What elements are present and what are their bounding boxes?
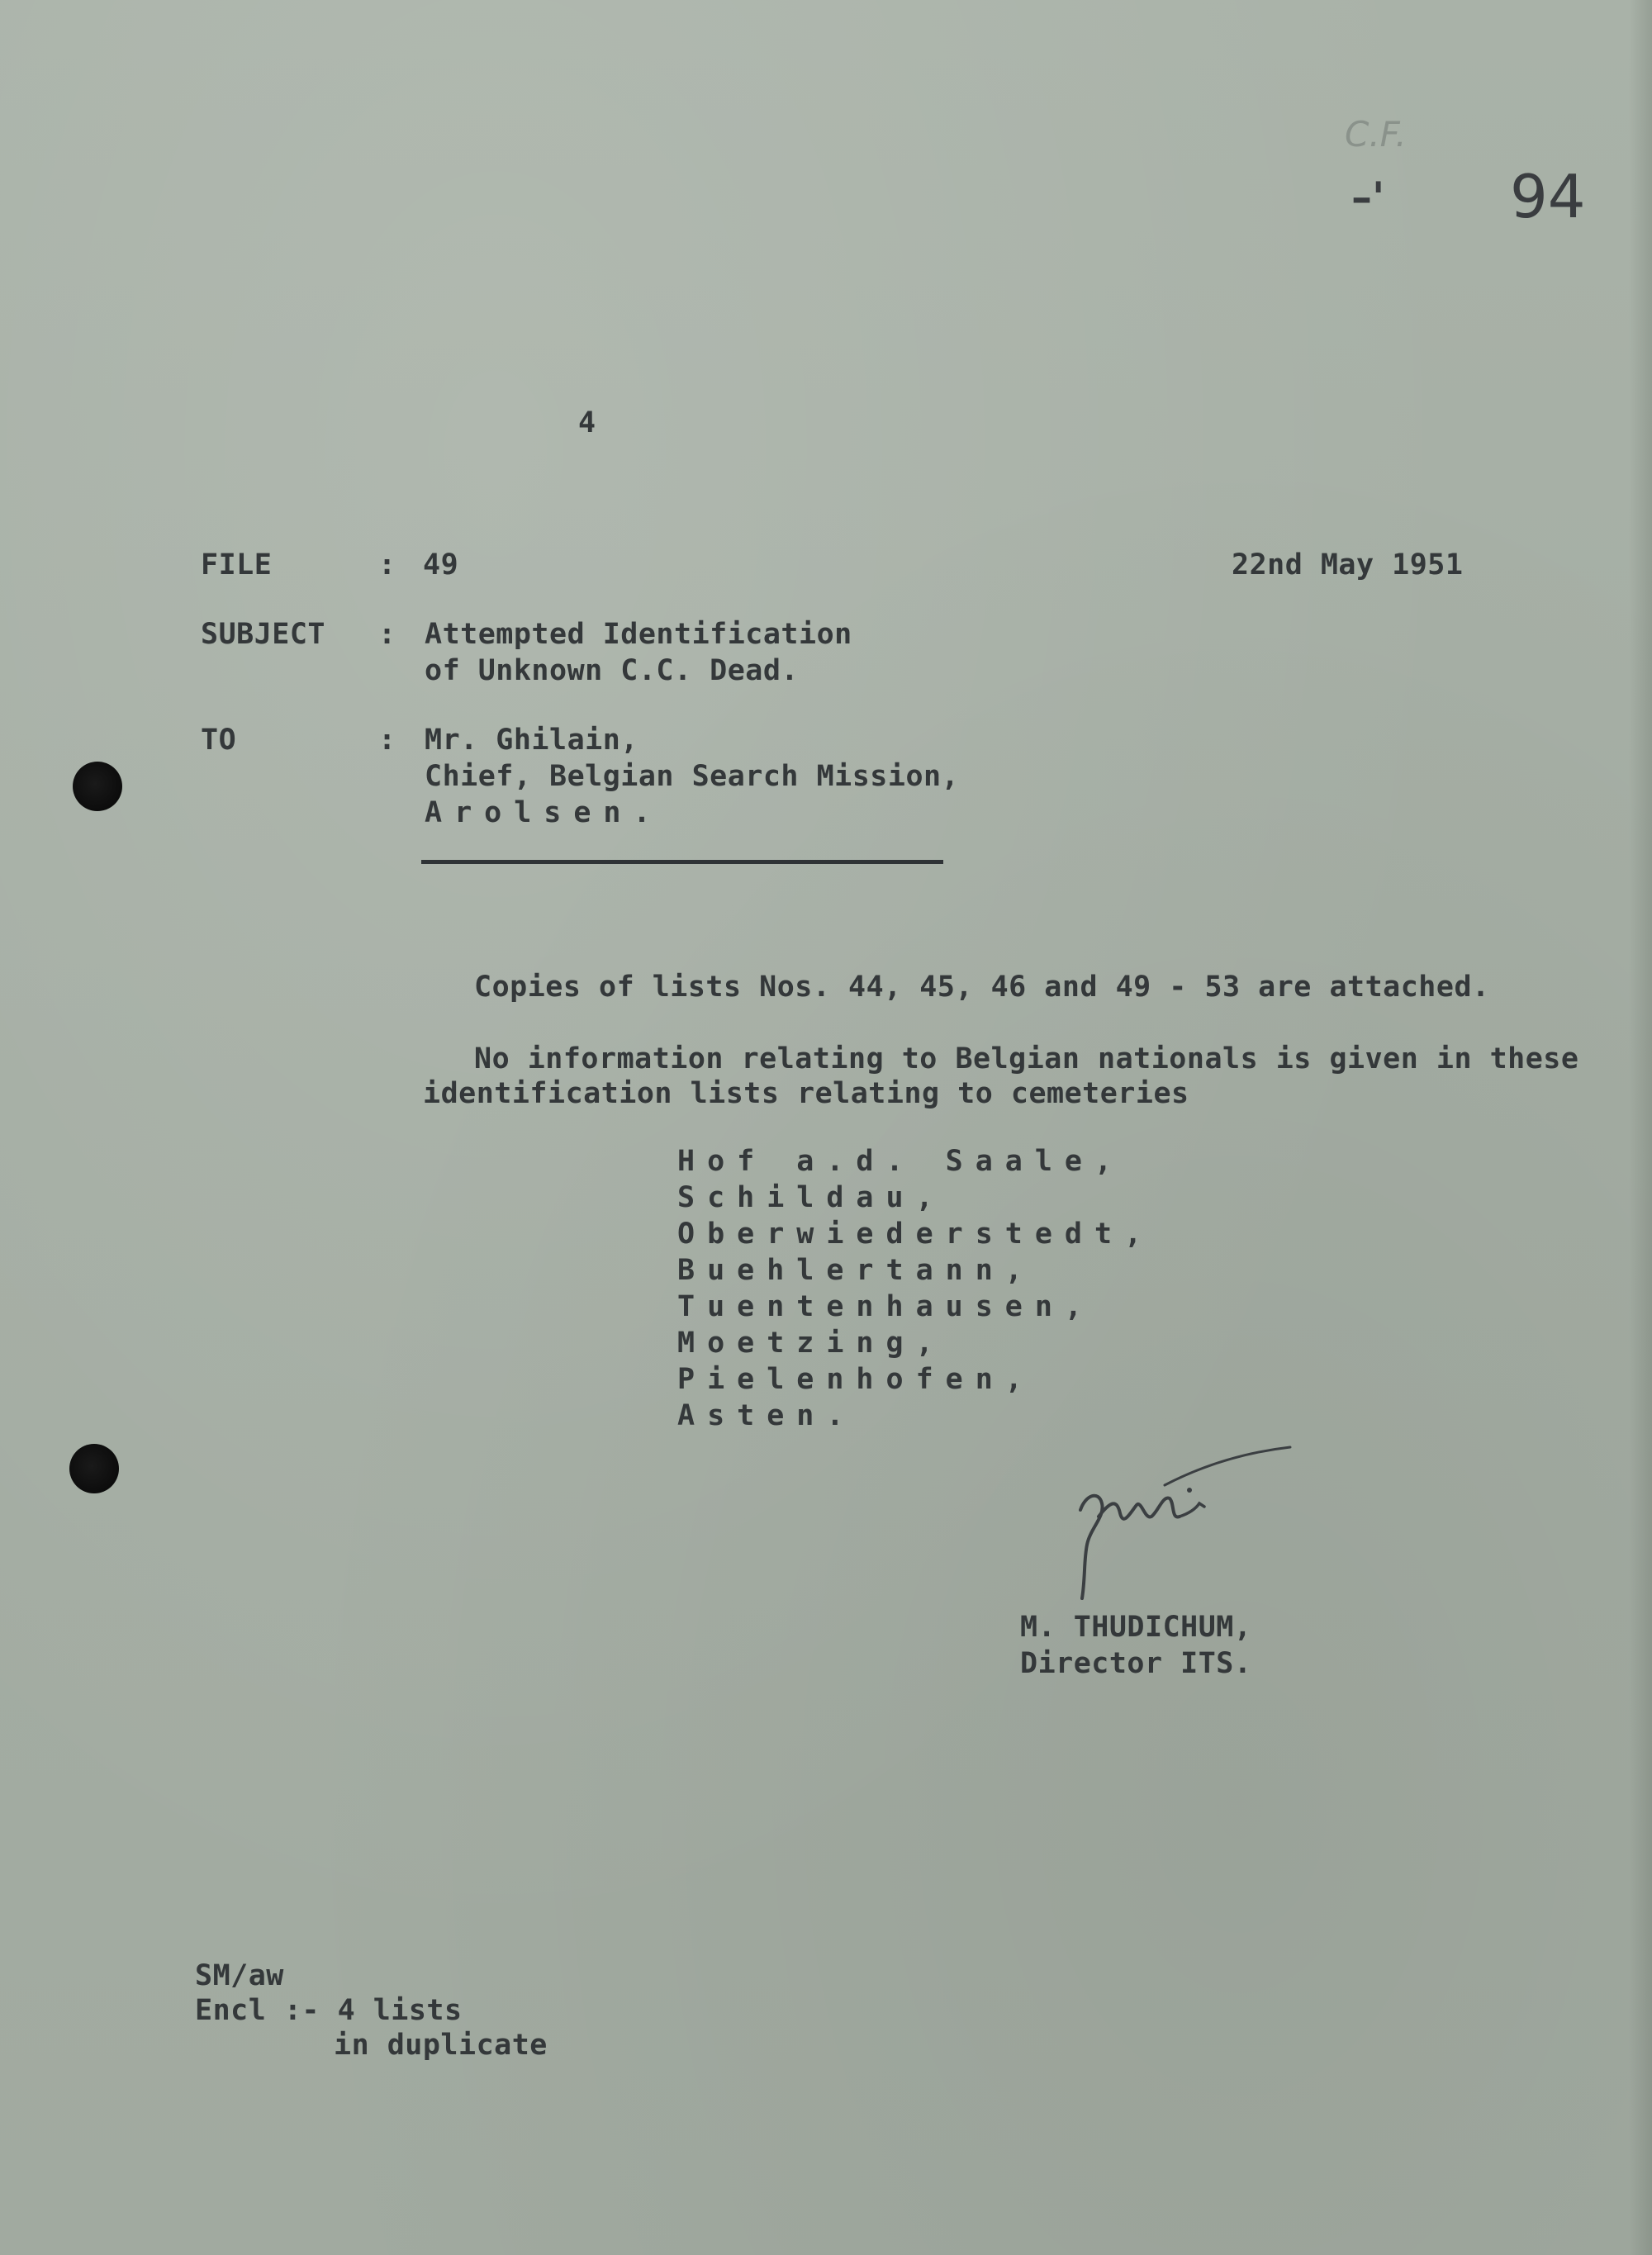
- subject-label: SUBJECT: [201, 618, 326, 651]
- file-label: FILE: [201, 548, 273, 582]
- cemetery-item: Oberwiederstedt,: [677, 1218, 1155, 1251]
- to-line-3: Arolsen.: [425, 796, 663, 829]
- letter-date: 22nd May 1951: [1232, 548, 1464, 582]
- paragraph-1: Copies of lists Nos. 44, 45, 46 and 49 - 53 are attached.: [474, 971, 1490, 1004]
- file-colon: :: [378, 548, 396, 582]
- handwritten-signature: [1066, 1437, 1297, 1611]
- cemetery-item: Hof a.d. Saale,: [677, 1145, 1125, 1178]
- to-label: TO: [201, 724, 237, 757]
- enclosure-line-1: Encl :- 4 lists: [195, 1994, 463, 2027]
- to-line-2: Chief, Belgian Search Mission,: [425, 760, 960, 793]
- subject-line-2: of Unknown C.C. Dead.: [425, 654, 800, 687]
- paragraph-2-line-1: No information relating to Belgian nationals is given in these: [474, 1042, 1579, 1075]
- page-mark: 4: [578, 406, 596, 439]
- corner-initials: C.F.: [1345, 114, 1407, 154]
- cemetery-item: Tuentenhausen,: [677, 1290, 1095, 1323]
- signatory-name: M. THUDICHUM,: [1020, 1611, 1252, 1644]
- subject-line-1: Attempted Identification: [425, 618, 852, 651]
- enclosure-line-2: in duplicate: [334, 2029, 548, 2062]
- to-colon: :: [378, 724, 396, 757]
- punch-hole-top: [73, 762, 122, 811]
- page-number: 94: [1510, 162, 1586, 231]
- punch-hole-bottom: [69, 1444, 119, 1493]
- to-line-1: Mr. Ghilain,: [425, 724, 638, 757]
- subject-colon: :: [378, 618, 396, 651]
- file-value: 49: [423, 548, 459, 582]
- paper-edge-shadow: [1629, 0, 1652, 2255]
- cemetery-item: Moetzing,: [677, 1327, 946, 1360]
- reference-initials: SM/aw: [195, 1959, 284, 1992]
- cemetery-item: Buehlertann,: [677, 1254, 1035, 1287]
- cemetery-item: Asten.: [677, 1399, 857, 1432]
- paragraph-2-line-2: identification lists relating to cemeteries: [423, 1077, 1189, 1110]
- cemetery-item: Schildau,: [677, 1181, 946, 1214]
- signatory-title: Director ITS.: [1020, 1647, 1252, 1680]
- cemetery-item: Pielenhofen,: [677, 1363, 1035, 1396]
- corner-dash: –': [1351, 173, 1385, 221]
- address-underline: [421, 860, 943, 864]
